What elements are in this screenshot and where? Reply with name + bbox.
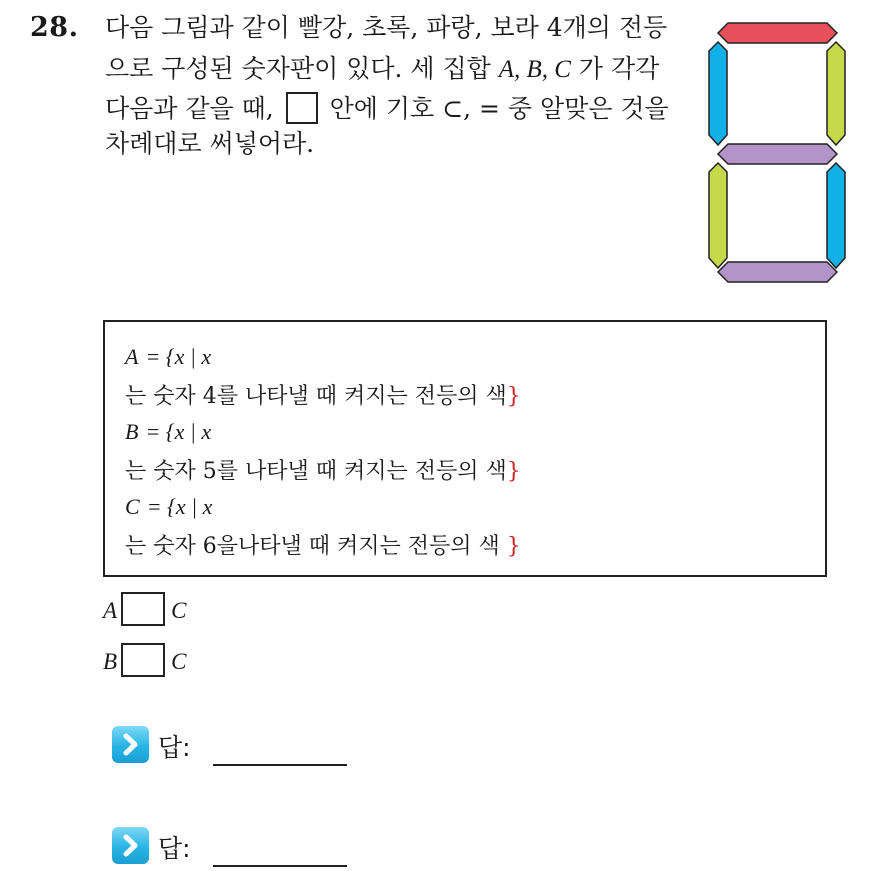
question-line-2-text: 으로 구성된 숫자판이 있다. 세 집합: [105, 54, 499, 83]
segment-middle: [718, 144, 837, 164]
segment-upper-left: [709, 42, 727, 145]
def-b-open: = {x | x: [145, 419, 212, 444]
segment-lower-left: [709, 163, 727, 268]
def-a-line-2: [125, 379, 521, 410]
question-line-2-tail: 가 각각: [570, 54, 660, 83]
def-a-close: }: [506, 384, 521, 409]
question-line-1: 다음 그림과 같이 빨강, 초록, 파랑, 보라 4개의 전등: [105, 13, 668, 42]
question-line-2: [105, 56, 659, 82]
def-a-set: A: [125, 344, 139, 369]
def-a-line-1: [125, 344, 211, 370]
question-line-3-text: 다음과 같을 때,: [105, 94, 282, 123]
set-definition-box: [103, 320, 827, 577]
relation-a-c: [103, 592, 186, 626]
arrow-right-icon: [112, 726, 149, 763]
arrow-right-icon: [112, 827, 149, 864]
def-c-close: }: [506, 534, 521, 559]
segment-top: [718, 23, 837, 43]
question-number: 28.: [30, 12, 79, 43]
def-c-line-2: [125, 529, 521, 560]
set-names: A, B, C: [498, 56, 571, 83]
def-a-desc: 는 숫자 4를 나타낼 때 켜지는 전등의 색: [125, 384, 507, 409]
def-c-open: = {x | x: [146, 494, 213, 519]
question-line-3-tail: 안에 기호 ⊂, = 중 알맞은 것을: [321, 94, 669, 123]
segment-upper-right: [827, 42, 845, 145]
def-b-desc: 는 숫자 5를 나타낼 때 켜지는 전등의 색: [125, 459, 507, 484]
def-b-set: B: [125, 419, 139, 444]
relation-b-right: C: [171, 649, 187, 674]
relation-a-left: A: [103, 598, 118, 623]
answer-input-line[interactable]: [213, 865, 347, 867]
relation-b-left: B: [103, 649, 118, 674]
relation-a-blank[interactable]: [121, 592, 165, 626]
relation-a-right: C: [171, 598, 187, 623]
relation-b-c: [103, 643, 186, 677]
inline-blank-box: [286, 92, 318, 124]
relation-b-blank[interactable]: [121, 643, 165, 677]
segment-bottom: [718, 262, 837, 282]
def-c-desc: 는 숫자 6을나타낼 때 켜지는 전등의 색: [125, 534, 507, 559]
def-b-close: }: [506, 459, 521, 484]
def-b-line-2: [125, 454, 521, 485]
answer-input-line[interactable]: [213, 764, 347, 766]
segment-lower-right: [827, 163, 845, 268]
def-b-line-1: [125, 419, 211, 445]
answer-label: 답:: [158, 834, 191, 863]
question-line-4: 차례대로 써넣어라.: [105, 129, 315, 158]
def-c-set: C: [125, 494, 140, 519]
def-a-open: = {x | x: [145, 344, 212, 369]
def-c-line-1: [125, 494, 212, 520]
answer-label: 답:: [158, 733, 191, 762]
question-line-3: [105, 92, 669, 124]
